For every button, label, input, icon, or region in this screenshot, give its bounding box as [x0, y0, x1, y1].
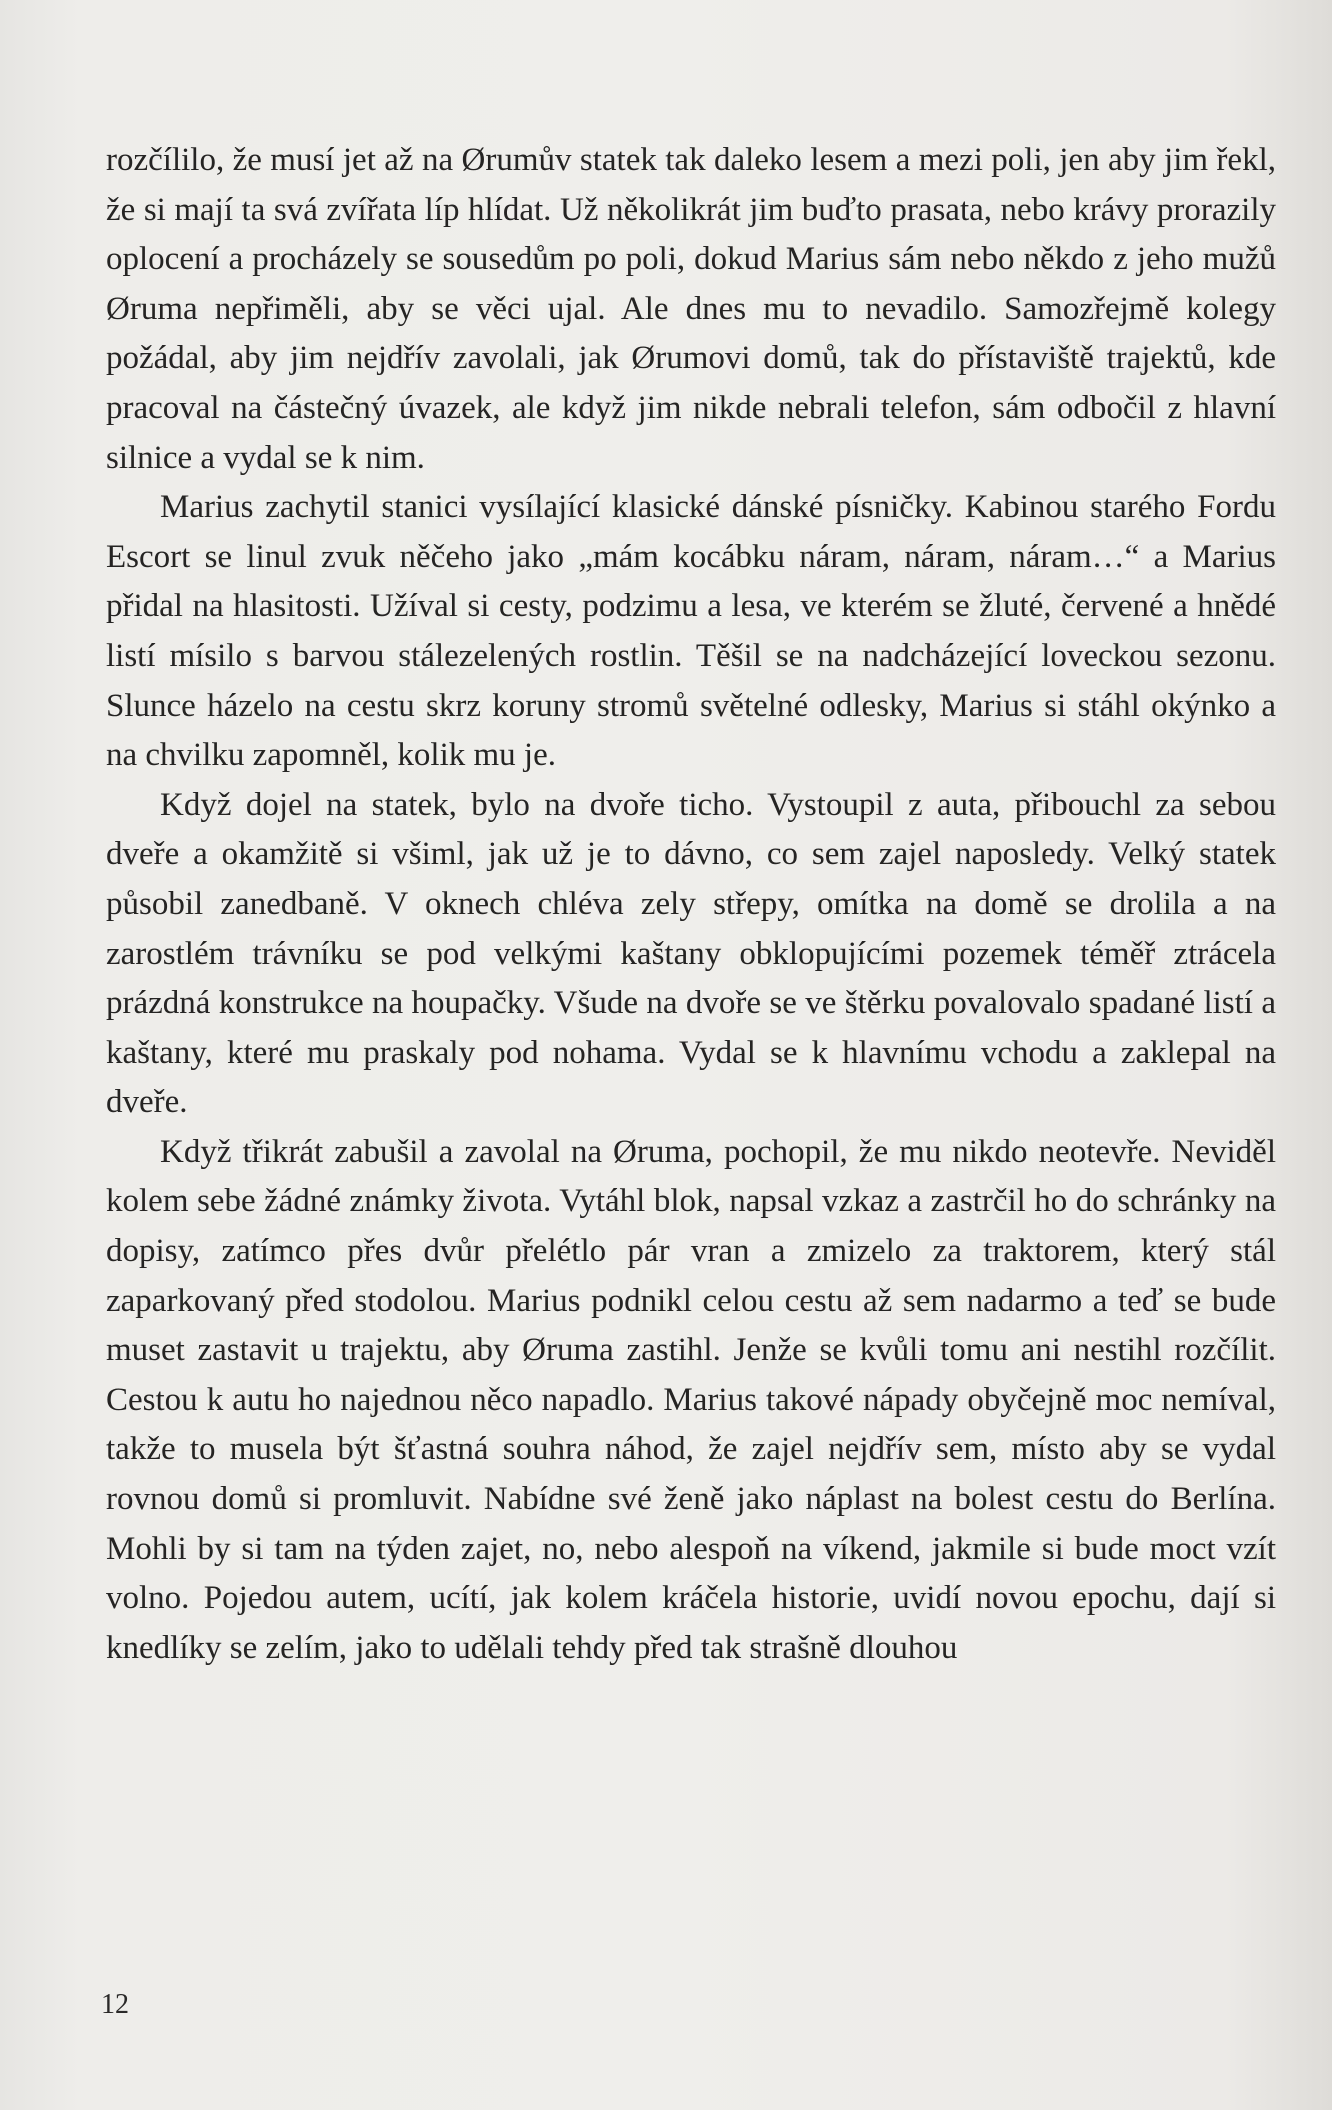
paragraph-2: Marius zachytil stanici vysílající klasické dánské písničky. Kabinou starého Fordu Escort se linul zvuk něčeho jako „mám kocábku náram, náram, náram…“ a Marius přidal na hlasitosti. Užíval si cesty, podzimu a lesa, ve kterém se žluté, červené a hnědé listí mísilo s barvou stálezelených rostlin. Těšil se na nadcházející loveckou sezonu. Slunce házelo na cestu skrz koruny stromů světelné odlesky, Marius si stáhl okýnko a na chvilku zapomněl, kolik mu je. — [106, 489, 1276, 774]
paragraph-4: Když třikrát zabušil a zavolal na Øruma, pochopil, že mu nikdo neotevře. Neviděl kolem sebe žádné známky života. Vytáhl blok, napsal vzkaz a zastrčil ho do schránky na dopisy, zatímco přes dvůr přelétlo pár vran a zmizelo za traktorem, který stál zaparkovaný před stodolou. Marius podnikl celou cestu až sem nadarmo a teď se bude muset zastavit u trajektu, aby Øruma zastihl. Jenže se kvůli tomu ani nestihl rozčílit. Cestou k autu ho najednou něco napadlo. Marius takové nápady obyčejně moc nemíval, takže to musela být šťastná souhra náhod, že zajel nejdřív sem, místo aby se vydal rovnou domů si promluvit. Nabídne své ženě jako náplast na bolest cestu do Berlína. Mohli by si tam na týden zajet, no, nebo alespoň na víkend, jakmile si bude moct vzít volno. Pojedou autem, ucítí, jak kolem kráčela historie, uvidí novou epochu, dají si knedlíky se zelím, jako to udělali tehdy před tak strašně dlouhou — [106, 1133, 1276, 1666]
body-text — [106, 136, 1276, 1673]
page-number: 12 — [101, 1989, 129, 2020]
paragraph-1: rozčílilo, že musí jet až na Ørumův statek tak daleko lesem a mezi poli, jen aby jim řekl, že si mají ta svá zvířata líp hlídat. Už několikrát jim buďto prasata, nebo krávy prorazily oplocení a procházely se sousedům po poli, dokud Marius sám nebo někdo z jeho mužů Øruma nepřiměli, aby se věci ujal. Ale dnes mu to nevadilo. Samozřejmě kolegy požádal, aby jim nejdřív zavolali, jak Ørumovi domů, tak do přístaviště trajektů, kde pracoval na částečný úvazek, ale když jim nikde nebrali telefon, sám odbočil z hlavní silnice a vydal se k nim. — [106, 142, 1276, 476]
paragraph-3: Když dojel na statek, bylo na dvoře ticho. Vystoupil z auta, přibouchl za sebou dveře a okamžitě si všiml, jak už je to dávno, co sem zajel naposledy. Velký statek působil zanedbaně. V oknech chléva zely střepy, omítka na domě se drolila a na zarostlém trávníku se pod velkými kaštany obklopujícími pozemek téměř ztrácela prázdná konstrukce na houpačky. Všude na dvoře se ve štěrku povalovalo spadané listí a kaštany, které mu praskaly pod nohama. Vydal se k hlavnímu vchodu a zaklepal na dveře. — [106, 786, 1276, 1121]
